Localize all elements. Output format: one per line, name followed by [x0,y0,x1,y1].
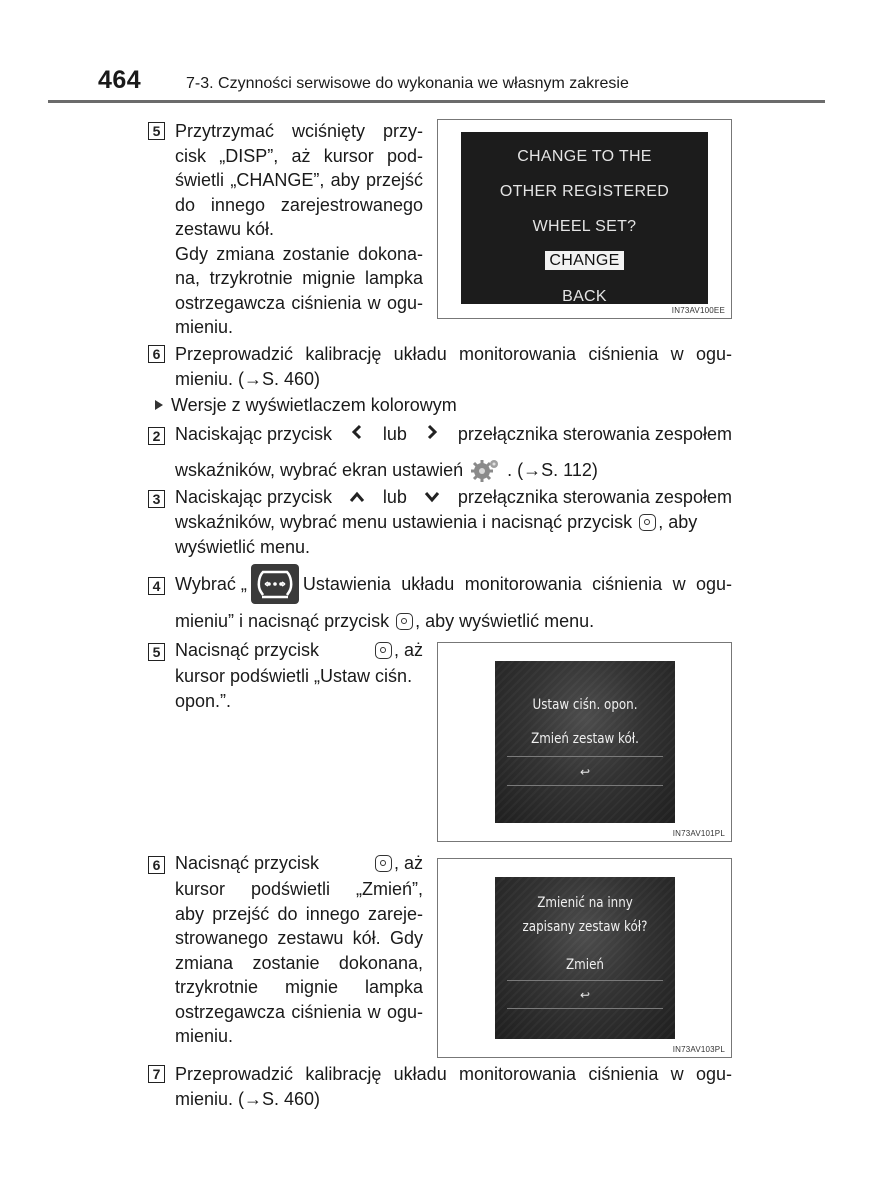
step6b-line: ostrzegawcza ciśnienia w ogu- [175,1001,423,1022]
step2-line2 [175,458,598,487]
section-title: 7-3. Czynności serwisowe do wykonania we własnym zakresie [186,75,629,92]
step5a-text [175,119,423,340]
step2-text: Naciskając przycisk [175,424,333,444]
step7-line: Przeprowadzić kalibrację układu monitorowania ciśnienia w ogu- [175,1064,732,1084]
figure-tire-pressure-menu [437,642,732,842]
step2-text: wskaźników, wybrać ekran ustawień [175,460,464,480]
settings-gear-icon [468,458,502,487]
step6b-line: strowanego zestawu kół. Gdy [175,928,423,948]
chevron-up-icon [349,487,365,508]
step6b-text: Nacisnąć przycisk [175,853,320,873]
step3-text: lub [382,487,407,507]
figure-caption: IN73AV100EE [671,306,725,315]
figure-caption: IN73AV101PL [672,829,725,838]
display-screen [495,877,675,1039]
menu-separator [507,1008,663,1009]
page-number: 464 [98,66,142,94]
ok-button-icon [375,855,392,872]
step-number-5a: 5 [148,122,165,140]
step4-text: mieniu” i nacisnąć przycisk [175,611,390,631]
display-line: Zmienić na inny [537,895,633,911]
step7-line: mieniu. (→S. 460) [175,1088,321,1109]
step3-text: przełącznika sterowania zespołem [457,487,732,507]
step6b-text-block [175,877,423,1049]
step2-text: przełącznika sterowania zespołem [457,424,732,444]
menu-separator [507,756,663,757]
step3-line2 [175,512,697,533]
menu-item-change-wheels: Zmień zestaw kół. [531,731,639,747]
step5a-line: świetli „CHANGE”, aby przejść [175,170,423,190]
step6b-line: trzykrotnie mignie lampka [175,977,423,997]
step3-line3: wyświetlić menu. [175,537,311,557]
color-version-heading [155,395,457,416]
step6b-line: kursor podświetli „Zmień”, [175,879,423,899]
chevron-down-icon [424,487,440,508]
step5b-line: opon.”. [175,690,232,711]
step6b-line: mieniu. [175,1026,234,1046]
step6a-text [175,342,732,391]
step5b-line: kursor podświetli „Ustaw ciśn. [175,666,413,686]
step3-text: , aby [658,512,698,532]
ok-button-icon [396,613,413,630]
change-option-selected: CHANGE [545,251,623,270]
step4-text: Ustawienia układu monitorowania ciśnienia w ogu- [302,573,732,594]
display-line: zapisany zestaw kół? [522,919,648,935]
step-number-6b: 6 [148,856,165,874]
return-icon: ↩ [579,988,591,1002]
figure-change-wheel-set [437,119,732,319]
step5b-text: Nacisnąć przycisk [175,640,320,660]
display-line: CHANGE TO THE [517,148,652,165]
figure-caption: IN73AV103PL [672,1045,725,1054]
step5a-line: Gdy zmiana zostanie dokona- [175,243,423,264]
step4-line1 [175,564,732,604]
step5a-line: Przytrzymać wciśnięty przy- [175,121,423,141]
step-number-2: 2 [148,427,165,445]
figure-change-wheel-confirm [437,858,732,1058]
heading-text: Wersje z wyświetlaczem kolorowym [171,395,457,415]
step3-text: Naciskając przycisk [175,487,333,507]
step6b-line: aby przejść do innego zareje- [175,903,423,924]
step5b-text: , aż [393,640,423,660]
step5a-line: cisk „DISP”, aż kursor pod- [175,145,423,166]
step6b-text: , aż [393,853,423,873]
step3-text: wskaźników, wybrać menu ustawienia i nacisnąć przycisk [175,512,633,532]
step5a-line: na, trzykrotnie mignie lampka [175,268,423,288]
step-number-6a: 6 [148,345,165,363]
step-number-3: 3 [148,490,165,508]
step2-text: . (→S. 112) [507,460,598,480]
step5a-line: ostrzegawcza ciśnienia w ogu- [175,292,423,313]
step2-line1 [175,424,732,445]
step6a-line: Przeprowadzić kalibrację układu monitorowania ciśnienia w ogu- [175,344,732,364]
step6b-line1 [175,853,423,874]
step4-text: Wybrać „ [175,573,247,594]
step6a-line: mieniu. (→S. 460) [175,368,321,389]
display-screen [461,132,708,304]
ok-button-icon [639,514,656,531]
chevron-left-icon [351,424,363,445]
menu-separator [507,980,663,981]
chevron-right-icon [426,424,438,445]
menu-separator [507,785,663,786]
header-rule [48,100,825,103]
step2-text: lub [382,424,407,444]
display-line: OTHER REGISTERED [499,183,670,200]
step4-text: , aby wyświetlić menu. [415,611,595,631]
step5a-line: do innego zarejestrowanego [175,194,423,215]
step7-text [175,1062,732,1111]
step3-line1 [175,487,732,508]
change-option: Zmień [566,957,604,973]
return-icon: ↩ [579,765,591,779]
display-line: WHEEL SET? [532,218,637,235]
back-option: BACK [562,288,607,305]
step5b-text-block [175,664,423,713]
step-number-5b: 5 [148,643,165,661]
step5a-line: mieniu. [175,317,234,337]
step-number-7: 7 [148,1065,165,1083]
tire-pressure-icon [251,564,299,604]
step6b-line: zmiana zostanie dokonana, [175,952,423,973]
step5b-line1 [175,640,423,661]
step5a-line: zestawu kół. [175,219,275,239]
menu-item-set-pressure: Ustaw ciśn. opon. [532,697,638,713]
display-screen [495,661,675,823]
step-number-4: 4 [148,577,165,595]
triangle-bullet-icon [155,400,163,410]
ok-button-icon [375,642,392,659]
step4-line2 [175,611,594,632]
